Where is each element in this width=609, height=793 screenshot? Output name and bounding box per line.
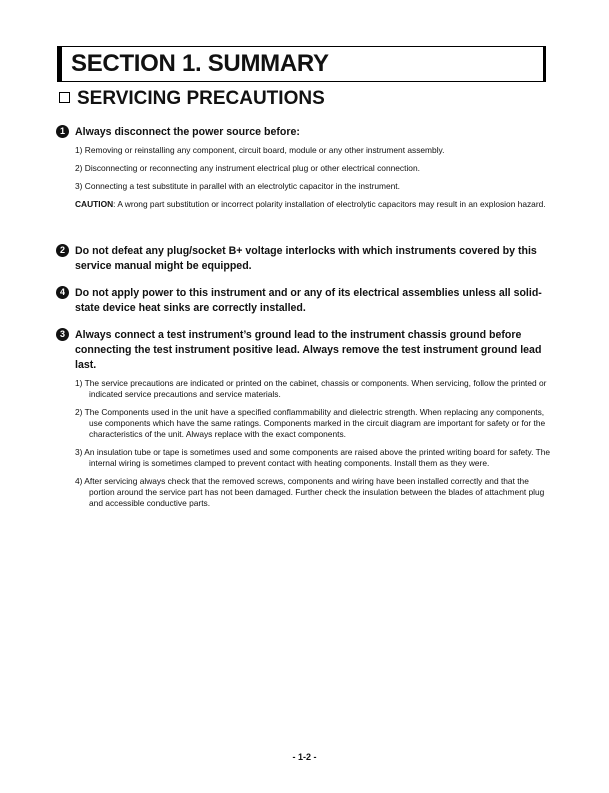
- list-item: 1) Removing or reinstalling any component, circuit board, module or any other instrument assembly.: [75, 145, 445, 155]
- list-item: 3) An insulation tube or tape is sometimes used and some components are raised above the printed writing board for safety. The internal wiring is sometimes clamped to prevent contact with heating components. Install them as they were.: [75, 447, 551, 468]
- number-circle-icon: 3: [56, 328, 69, 341]
- caution-label: CAUTION: [75, 199, 114, 209]
- number-circle-icon: 2: [56, 244, 69, 257]
- precaution-heading: Do not defeat any plug/socket B+ voltage interlocks with which instruments covered by this service manual might be equipped.: [75, 245, 537, 272]
- precaution-item-4: [56, 328, 556, 516]
- number-circle-icon: 4: [56, 286, 69, 299]
- precaution-item-1: [56, 125, 556, 210]
- sub-heading: [59, 88, 325, 110]
- caution-text: : A wrong part substitution or incorrect polarity installation of electrolytic capacitors may result in an explosion hazard.: [113, 199, 546, 209]
- precaution-heading: Do not apply power to this instrument and or any of its electrical assemblies unless all solid-state device heat sinks are correctly installed.: [75, 287, 542, 314]
- precaution-heading: Always disconnect the power source before:: [75, 126, 300, 138]
- page-number: - 1-2 -: [292, 752, 317, 762]
- number-circle-icon: 1: [56, 125, 69, 138]
- list-item: 4) After servicing always check that the removed screws, components and wiring have been installed correctly and that the portion around the service part has not been damaged. Further check the insulation between the blades of attachment plug and accessible conductive parts.: [75, 476, 545, 508]
- sub-heading-text: SERVICING PRECAUTIONS: [77, 88, 325, 109]
- list-item: 1) The service precautions are indicated or printed on the cabinet, chassis or components. When servicing, follow the printed or indicated service precautions and service materials.: [75, 378, 547, 399]
- list-item: 2) The Components used in the unit have a specified conflammability and dielectric strength. When replacing any components, use components which have the same ratings. Components marked in the circuit diagram are important for safety or for the characteristics of the unit. Always replace with the exact components.: [75, 407, 546, 439]
- section-title: SECTION 1. SUMMARY: [71, 50, 329, 77]
- precaution-item-3: [56, 286, 556, 316]
- list-item: 2) Disconnecting or reconnecting any instrument electrical plug or other electrical connection.: [75, 163, 420, 173]
- caution-note: [75, 199, 556, 210]
- list-item: 3) Connecting a test substitute in parallel with an electrolytic capacitor in the instrument.: [75, 181, 400, 191]
- sub-list: [75, 145, 556, 192]
- checkbox-square-icon: [59, 92, 70, 103]
- sub-list: [75, 378, 556, 509]
- precaution-item-2: [56, 244, 556, 274]
- section-title-box: [57, 46, 546, 82]
- precaution-heading: Always connect a test instrument’s ground lead to the instrument chassis ground before connecting the test instrument positive lead. Always remove the test instrument ground lead last.: [75, 329, 542, 371]
